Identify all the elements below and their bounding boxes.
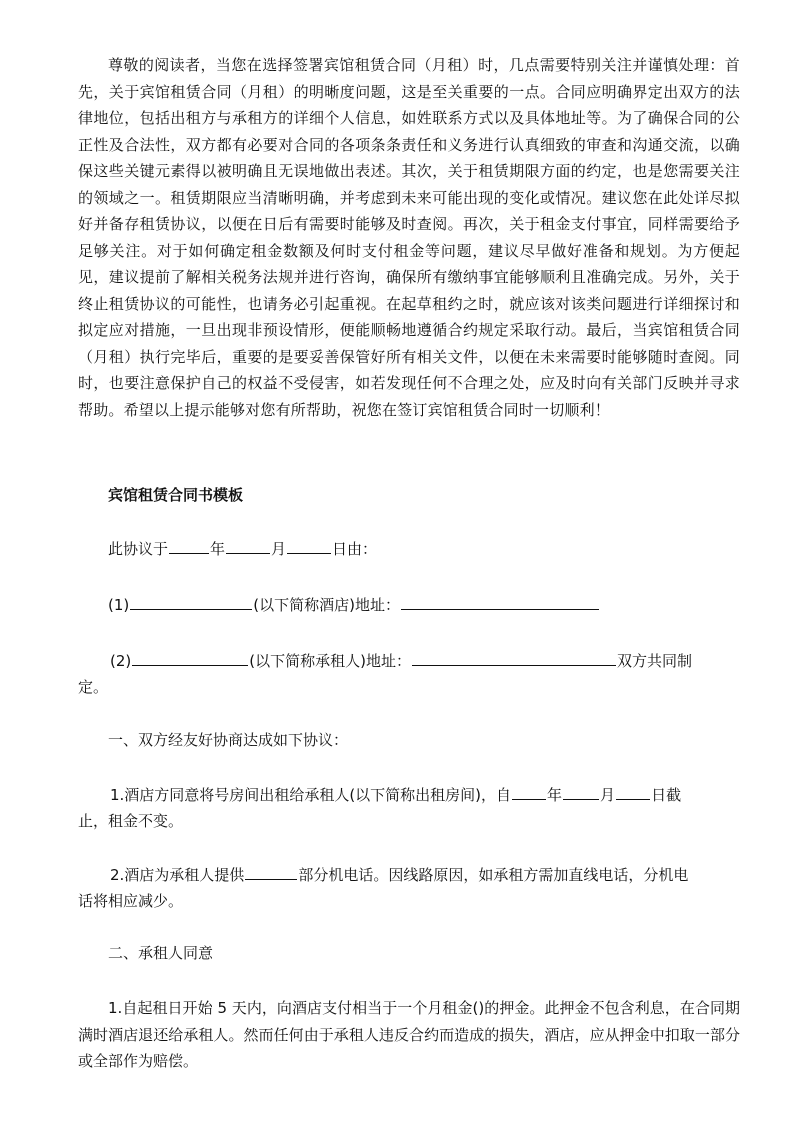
- party1-name-blank[interactable]: [130, 594, 252, 610]
- party2-name-blank[interactable]: [132, 650, 248, 666]
- section2-item1: 1.自起租日开始 5 天内，向酒店支付相当于一个月租金()的押金。此押金不包含利息，在合同期满时酒店退还给承租人。然而任何由于承租人违反合约而造成的损失，酒店，应从押金中扣取一部分或全部作为赔偿。: [78, 999, 740, 1070]
- section1-item1-year: 年: [547, 786, 563, 804]
- month-blank[interactable]: [226, 538, 270, 554]
- party1-address-blank[interactable]: [401, 594, 599, 610]
- party2-middle: (以下简称承租人)地址：: [249, 652, 411, 670]
- party1-line: [108, 592, 600, 619]
- party2-line: [110, 648, 692, 675]
- extension-count-blank[interactable]: [245, 864, 297, 880]
- section2-heading: 二、承租人同意: [108, 944, 214, 962]
- date-line-year: 年: [210, 540, 226, 558]
- party2-prefix: (2): [110, 652, 132, 670]
- section1-heading: 一、双方经友好协商达成如下协议：: [108, 731, 349, 749]
- year-blank[interactable]: [169, 538, 209, 554]
- section1-item1-prefix: 1.酒店方同意将号房间出租给承租人(以下简称出租房间)，自: [110, 786, 512, 804]
- document-page: [78, 52, 740, 1070]
- date-line-prefix: 此协议于: [108, 540, 169, 558]
- start-day-blank[interactable]: [616, 784, 650, 800]
- section1-item2: [110, 862, 688, 889]
- section1-item1-continuation: 止，租金不变。: [78, 812, 184, 830]
- day-blank[interactable]: [287, 538, 331, 554]
- section1-item2-suffix: 部分机电话。因线路原因，如承租方需加直线电话，分机电: [298, 866, 689, 884]
- party1-prefix: (1): [108, 596, 130, 614]
- section1-item1: [110, 782, 681, 809]
- template-title: 宾馆租赁合同书模板: [108, 486, 244, 504]
- date-line-suffix: 日由：: [332, 540, 378, 558]
- intro-paragraph: 尊敬的阅读者，当您在选择签署宾馆租赁合同（月租）时，几点需要特别关注并谨慎处理：首先，关于宾馆租赁合同（月租）的明晰度问题，这是至关重要的一点。合同应明确界定出双方的法律地位，包括出租方与承租方的详细个人信息，如姓联系方式以及具体地址等。为了确保合同的公正性及合法性，双方都有必要对合同的各项条条责任和义务进行认真细致的审查和沟通交流，以确保这些关键元素得以被明确且无误地做出表述。其次，关于租赁期限方面的约定，也是您需要关注的领域之一。租赁期限应当清晰明确，并考虑到未来可能出现的变化或情况。建议您在此处详尽拟好并备存租赁协议，以便在日后有需要时能够及时查阅。再次，关于租金支付事宜，同样需要给予足够关注。对于如何确定租金数额及何时支付租金等问题，建议尽早做好准备和规划。为方便起见，建议提前了解相关税务法规并进行咨询，确保所有缴纳事宜能够顺利且准确完成。另外，关于终止租赁协议的可能性，也请务必引起重视。在起草租约之时，就应该对该类问题进行详细探讨和拟定应对措施，一旦出现非预设情形，便能顺畅地遵循合约规定采取行动。最后，当宾馆租赁合同（月租）执行完毕后，重要的是要妥善保管好所有相关文件，以便在未来需要时能够随时查阅。同时，也要注意保护自己的权益不受侵害，如若发现任何不合理之处，应及时向有关部门反映并寻求帮助。希望以上提示能够对您有所帮助，祝您在签订宾馆租赁合同时一切顺利！: [78, 56, 740, 419]
- start-year-blank[interactable]: [512, 784, 546, 800]
- start-month-blank[interactable]: [563, 784, 599, 800]
- section1-item2-prefix: 2.酒店为承租人提供: [110, 866, 245, 884]
- party2-continuation: 定。: [78, 678, 109, 696]
- date-line-month: 月: [271, 540, 287, 558]
- section1-item2-continuation: 话将相应减少。: [78, 892, 184, 910]
- party2-address-blank[interactable]: [412, 650, 616, 666]
- party1-middle: (以下简称酒店)地址：: [253, 596, 400, 614]
- section1-item1-suffix: 日截: [651, 786, 682, 804]
- section1-item1-month: 月: [600, 786, 616, 804]
- date-line: [108, 536, 377, 563]
- party2-suffix: 双方共同制: [616, 652, 692, 670]
